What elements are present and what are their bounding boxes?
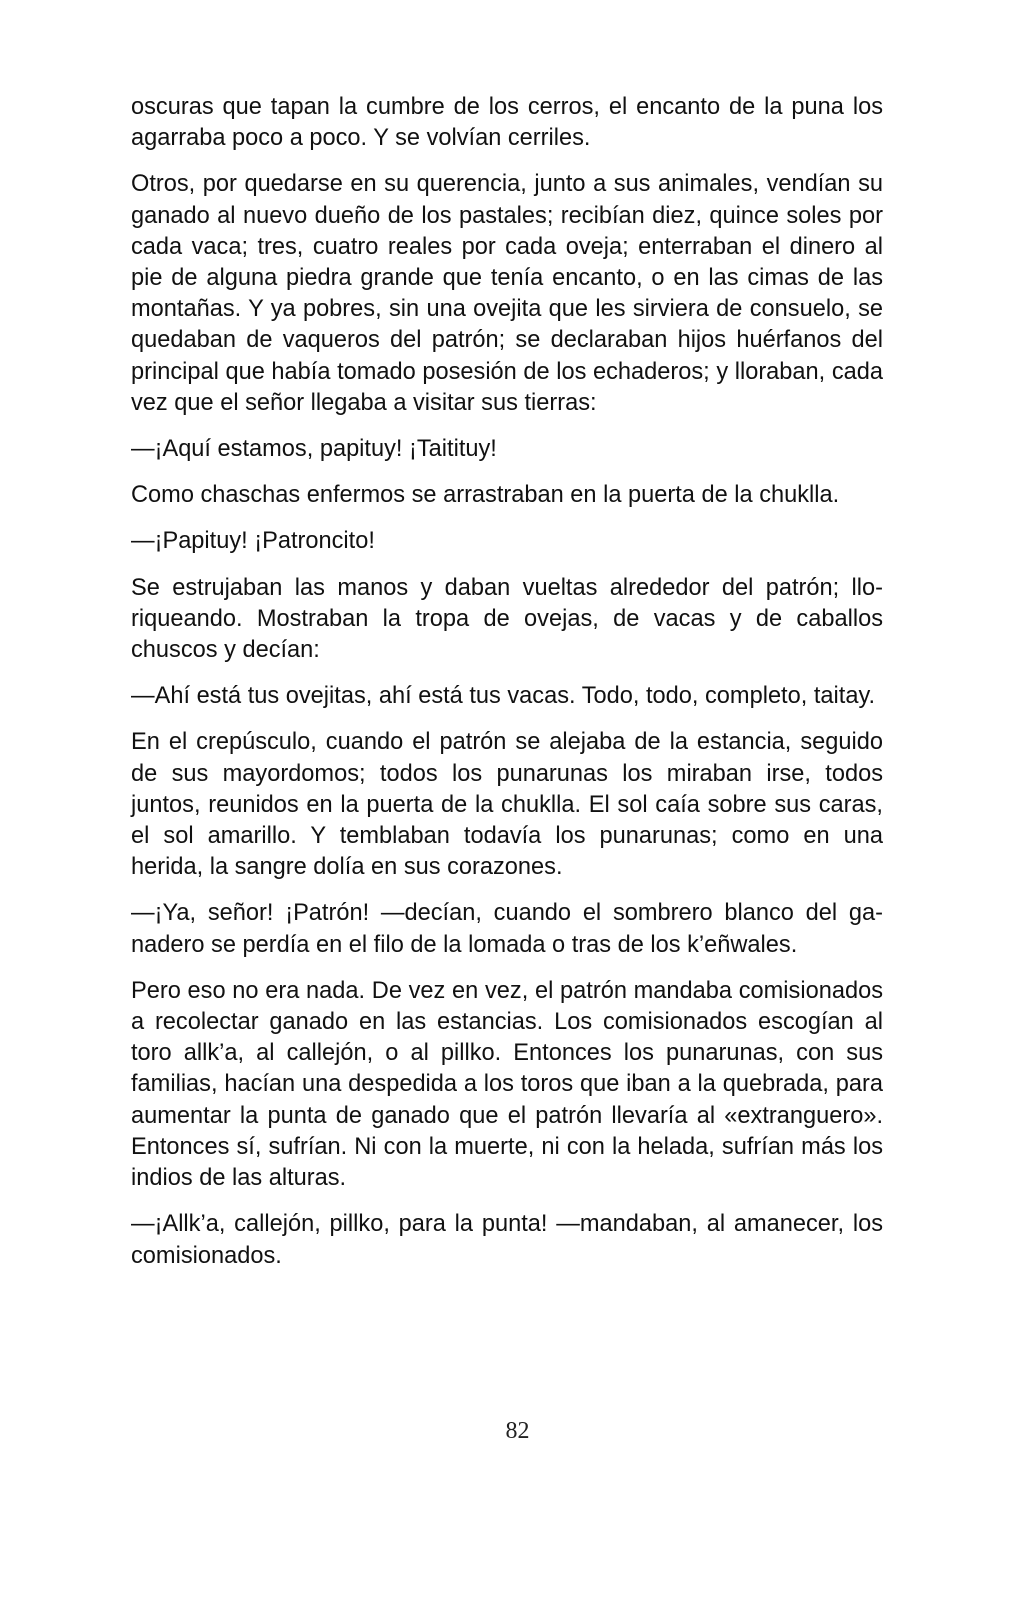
paragraph: —¡Ya, señor! ¡Patrón! —decían, cuando el sombrero blanco del ganadero se perdía en el filo de la lomada o tras de los k’eñwales. (131, 900, 883, 958)
paragraph: Pero eso no era nada. De vez en vez, el patrón mandaba comisionados a recolectar ganado en las estancias. Los comisionados escogían al toro allk’a, al callejón, o al pillko. Entonces los punarunas, con sus familias, hacían una despedida a los toros que iban a la quebrada, para aumentar la punta de ganado que el patrón llevaría al «extranguero». Entonces sí, sufrían. Ni con la muerte, ni con la helada, sufrían más los indios de las alturas. (131, 977, 883, 1192)
paragraph: Como chaschas enfermos se arrastraban en la puerta de la chuklla. (131, 482, 840, 509)
paragraph: Otros, por quedarse en su querencia, junto a sus animales, vendían su ganado al nuevo dueño de los pastales; recibían diez, quince soles por cada vaca; tres, cuatro reales por cada oveja; enterraban el dinero al pie de alguna piedra grande que tenía encanto, o en las cimas de las montañas. Y ya pobres, sin una ovejita que les sirviera de consuelo, se quedaban de vaqueros del patrón; se declaraban hijos huérfanos del principal que había tomado posesión de los echaderos; y lloraban, cada vez que el señor llegaba a visitar sus tierras: (131, 171, 883, 416)
paragraph: Se estrujaban las manos y daban vueltas alrededor del patrón; lloriqueando. Mostraban la tropa de ovejas, de vacas y de caballos chuscos y decían: (131, 574, 883, 664)
page-body (131, 92, 883, 1287)
paragraph: —Ahí está tus ovejitas, ahí está tus vacas. Todo, todo, completo, taitay. (131, 683, 876, 710)
paragraph: —¡Papituy! ¡Patroncito! (131, 528, 375, 555)
paragraph: En el crepúsculo, cuando el patrón se alejaba de la estancia, seguido de sus mayordomos; todos los punarunas los miraban irse, todos juntos, reunidos en la puerta de la chuklla. El sol caía sobre sus caras, el sol amarillo. Y temblaban todavía los punarunas; como en una herida, la sangre dolía en sus corazones. (131, 729, 883, 881)
page-number: 82 (505, 1418, 530, 1444)
paragraph: —¡Allk’a, callejón, pillko, para la punta! —mandaban, al amanecer, los comisionados. (131, 1211, 883, 1269)
paragraph: —¡Aquí estamos, papituy! ¡Taitituy! (131, 436, 497, 463)
paragraph: oscuras que tapan la cumbre de los cerros, el encanto de la puna los agarraba poco a poco. Y se volvían cerriles. (131, 94, 883, 152)
